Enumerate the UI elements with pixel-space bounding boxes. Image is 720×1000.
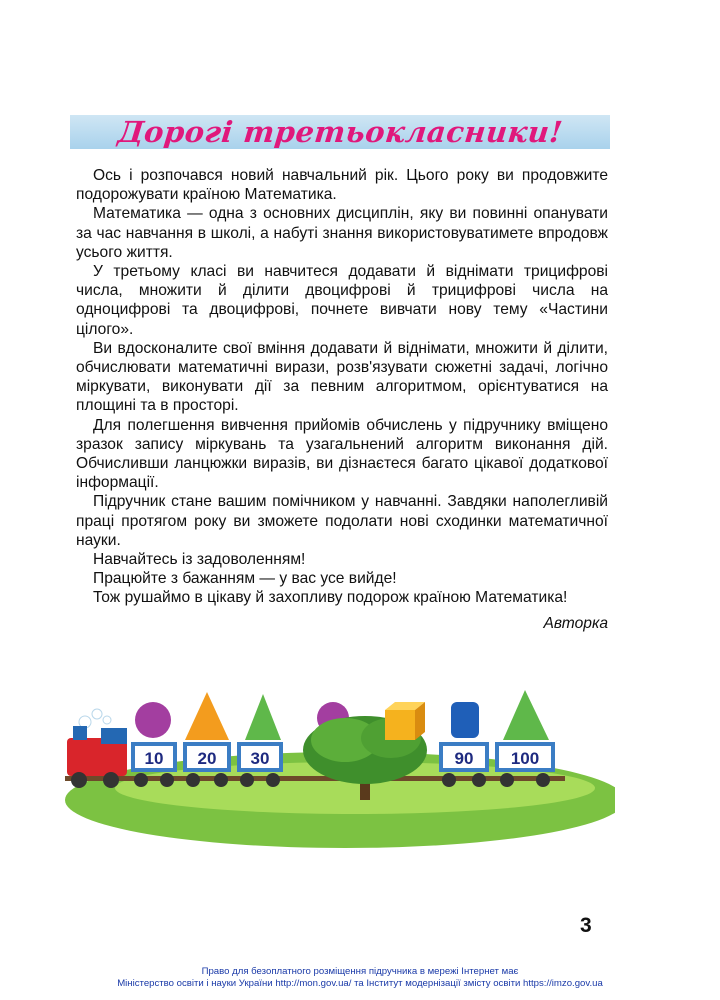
footer-notice bbox=[0, 966, 720, 990]
paragraph: Тож рушаймо в цікаву й захопливу подорож країною Математика! bbox=[93, 589, 568, 607]
car-number: 90 bbox=[454, 749, 474, 768]
pyramid-icon bbox=[503, 690, 549, 740]
author-signature: Авторка bbox=[543, 614, 608, 632]
paragraph: Математика — одна з основних дисциплін, яку ви повинні опанувати за час навчання в школі, а набуті знання використовуватимете впродовж усього життя. bbox=[76, 205, 608, 261]
paragraph: Підручник стане вашим помічником у навчанні. Завдяки наполегливій праці протягом року ви зможете подолати нові сходинки математичної науки. bbox=[76, 493, 608, 549]
train-illustration bbox=[55, 680, 615, 855]
page-number: 3 bbox=[580, 914, 592, 937]
footer-line: Міністерство освіти і науки України http://mon.gov.ua/ та Інститут модернізації змісту освіти https://imzo.gov.ua bbox=[117, 978, 603, 989]
paragraph: Ось і розпочався новий навчальний рік. Цього року ви продовжите подорожувати країною Математика. bbox=[76, 167, 608, 204]
cylinder-icon bbox=[451, 702, 479, 738]
car-number: 30 bbox=[250, 749, 270, 768]
page-title: Дорогі третьокласники! bbox=[115, 115, 565, 149]
footer-line: Право для безоплатного розміщення підручника в мережі Інтернет має bbox=[201, 966, 519, 977]
sphere-icon bbox=[135, 702, 171, 738]
car-number: 20 bbox=[197, 749, 217, 768]
paragraph: Навчайтесь із задоволенням! bbox=[93, 551, 306, 569]
cone-icon bbox=[185, 692, 229, 740]
paragraph: Працюйте з бажанням — у вас усе вийде! bbox=[93, 570, 397, 588]
body-text bbox=[76, 166, 608, 633]
title-banner bbox=[70, 115, 610, 149]
car-number: 10 bbox=[144, 749, 164, 768]
cube-icon bbox=[385, 702, 425, 740]
car-number: 100 bbox=[510, 749, 540, 768]
pyramid-icon bbox=[245, 694, 281, 740]
smoke-icon bbox=[79, 709, 111, 728]
paragraph: Для полегшення вивчення прийомів обчислень у підручнику вміщено зразок запису міркувань та узагальнений алгоритм виконання дій. Обчисливши ланцюжки виразів, ви дізнаєтеся багато цікавої додаткової інформації. bbox=[76, 416, 608, 492]
paragraph: Ви вдосконалите свої вміння додавати й віднімати, множити й ділити, обчислювати математичні вирази, розв'язувати сюжетні задачі, логічно міркувати, виконувати дії за певним алгоритмом, орієнтуватися на площині та в просторі. bbox=[76, 339, 608, 415]
paragraph: У третьому класі ви навчитеся додавати й віднімати трицифрові числа, множити й ділити двоцифрові й трицифрові числа на одноцифрові та двоцифрові, почнете вивчати нову тему «Частини цілого». bbox=[76, 263, 608, 338]
